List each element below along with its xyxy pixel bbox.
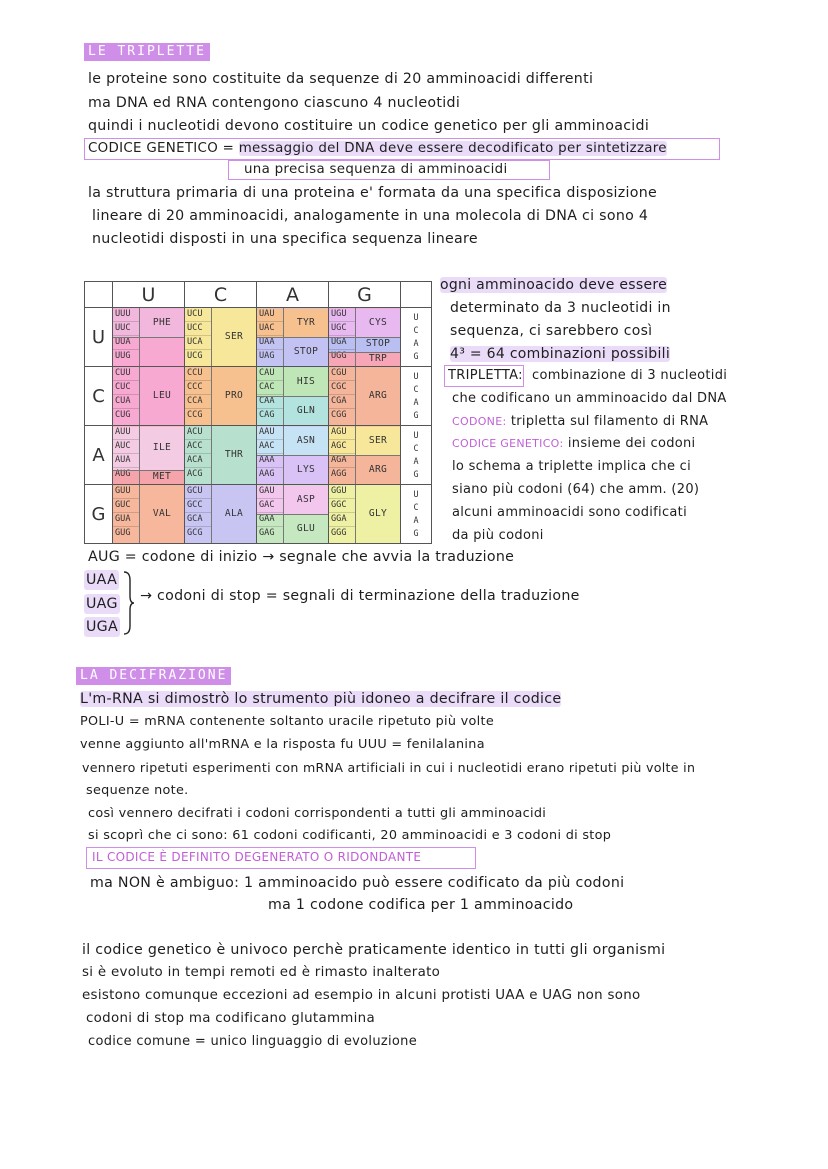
- codone-def-line: CODONE: tripletta sul filamento di RNA: [452, 414, 709, 429]
- codon-row: [85, 485, 432, 544]
- codon: AGG: [331, 469, 347, 479]
- third-base: U: [413, 489, 419, 499]
- first-base: C: [85, 367, 113, 426]
- third-base: G: [413, 410, 419, 420]
- codon: CCG: [187, 410, 203, 420]
- amino-acid-label: STOP: [365, 338, 391, 350]
- text-line: così vennero decifrati i codoni corrispondenti a tutti gli amminoacidi: [88, 806, 547, 821]
- codon-block: [185, 308, 257, 367]
- text-line: POLI-U = mRNA contenente soltanto uracile ripetuto più volte: [80, 714, 495, 729]
- brace-icon: [122, 570, 136, 636]
- codon: AAU: [257, 426, 283, 440]
- codon: AGA: [329, 454, 355, 468]
- group-divider: [329, 352, 400, 353]
- text-line: si scoprì che ci sono: 61 codoni codificanti, 20 amminoacidi e 3 codoni di stop: [88, 828, 612, 843]
- codon: GAA: [257, 513, 283, 527]
- group-divider: [113, 337, 184, 338]
- codon: CAU: [257, 367, 283, 381]
- text-line: ma DNA ed RNA contengono ciascuno 4 nucleotidi: [88, 95, 461, 111]
- definition-line-2: una precisa sequenza di amminoacidi: [244, 162, 508, 177]
- codon-list: [113, 485, 140, 543]
- codon: GCC: [185, 499, 211, 513]
- codon: GAG: [259, 528, 275, 538]
- codon: UAA: [257, 336, 283, 350]
- first-base: U: [85, 308, 113, 367]
- amino-acid-label: LYS: [296, 463, 316, 475]
- group-divider: [113, 470, 184, 471]
- text-line: quindi i nucleotidi devono costituire un codice genetico per gli amminoacidi: [88, 118, 650, 134]
- third-base: A: [413, 338, 419, 348]
- codon: CCC: [185, 381, 211, 395]
- codon: CCA: [185, 395, 211, 409]
- codon: CGA: [329, 395, 355, 409]
- group-divider: [257, 455, 328, 456]
- codon-block: [113, 426, 185, 485]
- first-base: G: [85, 485, 113, 544]
- text-line: L'm-RNA si dimostrò lo strumento più idoneo a decifrare il codice: [80, 691, 562, 707]
- codon: UUA: [113, 336, 139, 350]
- third-base-column: [401, 426, 432, 485]
- third-base: A: [413, 515, 419, 525]
- codon-block: [113, 485, 185, 544]
- stop-codon: UAA: [86, 572, 118, 588]
- third-base-column: [401, 308, 432, 367]
- amino-acid-label: MET: [152, 470, 172, 482]
- codon: CUU: [113, 367, 139, 381]
- codon: AUA: [113, 454, 139, 468]
- codon-list: [329, 367, 356, 425]
- codon: UCG: [187, 351, 203, 361]
- codon: AUC: [113, 440, 139, 454]
- text-line: vennero ripetuti esperimenti con mRNA artificiali in cui i nucleotidi erano ripetuti più volte in: [82, 760, 696, 775]
- codon: CUC: [113, 381, 139, 395]
- text-line: le proteine sono costituite da sequenze di 20 amminoacidi differenti: [88, 71, 594, 87]
- codon: ACA: [185, 454, 211, 468]
- codon-block: [329, 485, 401, 544]
- third-base-column: [401, 485, 432, 544]
- codon: UCC: [185, 322, 211, 336]
- codon: GGA: [329, 513, 355, 527]
- third-base: C: [413, 384, 419, 394]
- amino-acid-label: ASN: [296, 434, 316, 446]
- codon-list: [185, 367, 212, 425]
- text-line: esistono comunque eccezioni ad esempio in alcuni protisti UAA e UAG non sono: [82, 988, 641, 1003]
- codon-list: [113, 426, 140, 484]
- codon: AAA: [257, 454, 283, 468]
- codon-list: [185, 426, 212, 484]
- codon: UGA: [329, 336, 355, 350]
- side-note-line: determinato da 3 nucleotidi in: [450, 300, 671, 316]
- amino-acid-label: SER: [224, 331, 244, 342]
- codon: GGC: [329, 499, 355, 513]
- codon: CGG: [331, 410, 347, 420]
- codon: CAA: [257, 395, 283, 409]
- codon-list: [185, 485, 212, 543]
- codon-block: [113, 308, 185, 367]
- codon: ACU: [185, 426, 211, 440]
- group-divider: [257, 514, 328, 515]
- group-divider: [329, 455, 400, 456]
- codon: UGC: [329, 322, 355, 336]
- codon: GGU: [329, 485, 355, 499]
- degenerate-text: IL CODICE È DEFINITO DEGENERATO O RIDONDANTE: [92, 850, 422, 864]
- text-line: ma 1 codone codifica per 1 amminoacido: [268, 897, 574, 913]
- codon-list: [329, 485, 356, 543]
- codon: GGG: [331, 528, 347, 538]
- side-extra-line: da più codoni: [452, 528, 544, 543]
- third-base-column: [401, 367, 432, 426]
- definition-line-1: [88, 139, 667, 159]
- codon-block: [185, 426, 257, 485]
- codon: UAU: [257, 308, 283, 322]
- codon: UAC: [257, 322, 283, 336]
- text-line: codoni di stop ma codificano glutammina: [86, 1011, 375, 1026]
- codon: AAC: [257, 440, 283, 454]
- codon-block: [257, 485, 329, 544]
- third-base: C: [413, 443, 419, 453]
- codon: GUC: [113, 499, 139, 513]
- text-line: il codice genetico è univoco perchè praticamente identico in tutti gli organismi: [82, 942, 666, 958]
- third-base: C: [413, 502, 419, 512]
- header-u: U: [113, 282, 185, 308]
- codon: CUA: [113, 395, 139, 409]
- codon: GUU: [113, 485, 139, 499]
- third-base: U: [413, 371, 419, 381]
- definition-term: CODICE GENETICO =: [88, 141, 235, 156]
- codon: UCA: [185, 336, 211, 350]
- side-extra-line: siano più codoni (64) che amm. (20): [452, 482, 700, 497]
- amino-acid-label: CYS: [368, 316, 388, 328]
- codon: UAG: [259, 351, 275, 361]
- codon-block: [329, 426, 401, 485]
- amino-acid-label: PHE: [152, 316, 172, 328]
- codon: CGU: [329, 367, 355, 381]
- stop-text: → codoni di stop = segnali di terminazione della traduzione: [140, 588, 580, 604]
- tripletta-term: TRIPLETTA:: [448, 368, 523, 383]
- amino-acid-label: TRP: [368, 352, 388, 364]
- codon-row: [85, 308, 432, 367]
- amino-acid-label: PRO: [224, 390, 244, 401]
- text-line: codice comune = unico linguaggio di evoluzione: [88, 1034, 418, 1049]
- amino-acid-label: TYR: [296, 316, 316, 328]
- codon: GCU: [185, 485, 211, 499]
- codon: CCU: [185, 367, 211, 381]
- third-base: A: [413, 456, 419, 466]
- codon: CAC: [257, 381, 283, 395]
- codon: CUG: [115, 410, 131, 420]
- first-base: A: [85, 426, 113, 485]
- stop-codon: UAG: [86, 596, 118, 612]
- text-line: lineare di 20 amminoacidi, analogamente in una molecola di DNA ci sono 4: [92, 208, 649, 224]
- side-note-line: sequenza, ci sarebbero così: [450, 323, 653, 339]
- codice-def-line: CODICE GENETICO: insieme dei codoni: [452, 436, 696, 451]
- codon: AAG: [259, 469, 275, 479]
- third-base: G: [413, 469, 419, 479]
- text-line: sequenze note.: [86, 783, 189, 798]
- third-base: U: [413, 312, 419, 322]
- codon: ACG: [187, 469, 203, 479]
- codon: GUG: [115, 528, 131, 538]
- text-line: si è evoluto in tempi remoti ed è rimasto inalterato: [82, 965, 441, 980]
- amino-acid-label: HIS: [296, 375, 316, 387]
- third-base: C: [413, 325, 419, 335]
- codon-block: [257, 426, 329, 485]
- codon-block: [329, 308, 401, 367]
- codon: CGC: [329, 381, 355, 395]
- amino-acid-label: ARG: [368, 463, 388, 475]
- third-base: A: [413, 397, 419, 407]
- amino-acid-label: SER: [368, 434, 388, 446]
- side-note-line: 4³ = 64 combinazioni possibili: [450, 346, 671, 362]
- header-g: G: [329, 282, 401, 308]
- codon-row: [85, 367, 432, 426]
- amino-acid-label: GLU: [296, 522, 316, 534]
- tripletta-def: combinazione di 3 nucleotidi: [532, 368, 728, 383]
- codon: UCU: [185, 308, 211, 322]
- codon: GCA: [185, 513, 211, 527]
- codon: UUC: [113, 322, 139, 336]
- codon: GCG: [187, 528, 203, 538]
- amino-acid-label: ILE: [152, 441, 172, 453]
- amino-acid-label: THR: [224, 449, 244, 460]
- third-base: U: [413, 430, 419, 440]
- third-base: G: [413, 528, 419, 538]
- codon: GUA: [113, 513, 139, 527]
- codon-block: [113, 367, 185, 426]
- section-title-triplette: LE TRIPLETTE: [84, 43, 210, 61]
- codon: AUU: [113, 426, 139, 440]
- text-line: ma NON è ambiguo: 1 amminoacido può essere codificato da più codoni: [90, 875, 625, 891]
- third-base: G: [413, 351, 419, 361]
- definition-text: messaggio del DNA deve essere decodificato per sintetizzare: [238, 141, 667, 156]
- side-extra-line: lo schema a triplette implica che ci: [452, 459, 692, 474]
- codon: GAC: [257, 499, 283, 513]
- group-divider: [257, 396, 328, 397]
- amino-acid-label: LEU: [152, 390, 172, 401]
- codon-row: [85, 426, 432, 485]
- codon: UGU: [329, 308, 355, 322]
- codon: UUG: [115, 351, 131, 361]
- codon-list: [113, 367, 140, 425]
- aug-line: AUG = codone di inizio → segnale che avvia la traduzione: [88, 549, 515, 565]
- side-note-line: ogni amminoacido deve essere: [440, 277, 668, 293]
- header-a: A: [257, 282, 329, 308]
- amino-acid-label: ASP: [296, 493, 316, 505]
- section-title-decifrazione: LA DECIFRAZIONE: [76, 667, 231, 685]
- codon: GAU: [257, 485, 283, 499]
- amino-acid-label: GLN: [296, 404, 316, 416]
- amino-acid-label: ARG: [368, 390, 388, 401]
- side-extra-line: alcuni amminoacidi sono codificati: [452, 505, 687, 520]
- codon-table: [84, 281, 432, 544]
- codon-block: [257, 367, 329, 426]
- codon-block: [185, 485, 257, 544]
- group-divider: [257, 337, 328, 338]
- stop-codon: UGA: [86, 619, 118, 635]
- amino-acid-label: GLY: [368, 508, 388, 519]
- text-line: la struttura primaria di una proteina e' formata da una specifica disposizione: [88, 185, 658, 201]
- codon-block: [185, 367, 257, 426]
- codon: AUG: [115, 469, 131, 479]
- group-divider: [329, 337, 400, 338]
- codon-list: [185, 308, 212, 366]
- tripletta-def-2: che codificano un amminoacido dal DNA: [452, 391, 727, 406]
- codon: AGC: [329, 440, 355, 454]
- codon-block: [329, 367, 401, 426]
- codon: UUU: [113, 308, 139, 322]
- codon: UGG: [331, 351, 347, 361]
- text-line: nucleotidi disposti in una specifica sequenza lineare: [92, 231, 478, 247]
- amino-acid-label: ALA: [224, 508, 244, 519]
- text-line: venne aggiunto all'mRNA e la risposta fu UUU = fenilalanina: [80, 737, 485, 752]
- amino-acid-label: VAL: [152, 508, 172, 519]
- amino-acid-label: STOP: [293, 345, 319, 357]
- codon-block: [257, 308, 329, 367]
- codon: ACC: [185, 440, 211, 454]
- codon: CAG: [259, 410, 275, 420]
- codon: AGU: [329, 426, 355, 440]
- header-c: C: [185, 282, 257, 308]
